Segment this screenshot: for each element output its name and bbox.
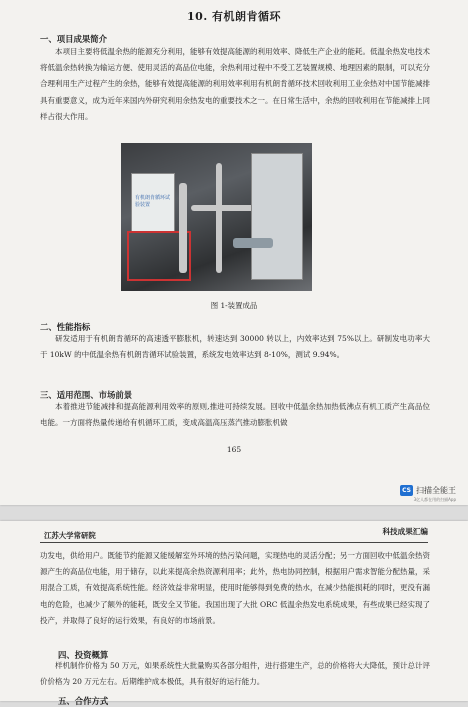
paragraph-continuation: 功发电，供给用户。既能节约能源又能缓解室外环境的热污染问题，实现热电的灵活分配；另一方面回收中低温余热资源产生的高品位电能，用于储存，以此来提高余热资源利用率；此外，热电协同控制，根据用户需求智能分配热量，采用混合工质，有效提高系统性能。经济效益非常明显，使用时能够得到免费的热水，在减少热能损耗的同时，更没有漏电的危险，也减少了额外的能耗，既安全又节能。我国出现了大批 ORC 低温余热发电系统成果，有些成果已经实现了投产，并取得了良好的运行效果，有良好的市场前景。 [40,551,430,625]
figure-caption: 图 1-装置成品 [210,301,258,310]
device-sign-text: 有机朗肯循环试验装置 [135,195,171,208]
watermark [400,485,456,496]
section-heading-summary: 一、项目成果简介 [40,34,107,44]
page-title: 10. 有机朗肯循环 [187,10,281,23]
running-header-right: 科技成果汇编 [382,527,428,536]
section-heading-metrics: 二、性能指标 [40,322,91,332]
section-heading-scope: 三、适用范围、市场前景 [40,390,133,400]
header-divider [40,542,428,543]
watermark-text: 扫描全能王 [416,486,456,495]
document-page-2 [0,521,468,706]
device-sign-board [131,173,175,233]
section-text-summary: 本项目主要将低温余热的能源充分利用，能够有效提高能源的利用效率、降低生产企业的能耗。低温余热发电技术将低温余热转换为输运方便、使用灵活的高品位电能，余热利用过程中不受工艺装置规模、地理因素的限制，可以充分合理利用生产过程产生的余热，能够有效提高能源的利用效率利用有机朗肯循环技术回收利用工业余热对中国节能减排具有重要意义，成为近年来国内外研究利用余热发电的重要技术之一。在日常生活中，余热的回收利用在节能减排上同样占很大作用。 [40,47,430,121]
section-heading-cooperation: 五、合作方式 [58,696,109,706]
section-text-investment: 样机制作价格为 50 万元，如果系统性大批量购买各部分组件，进行搭建生产，总的价格将大大降低，预计总计评价价格为 20 万元左右。后期维护成本极低，具有很好的运行能力。 [40,661,430,687]
device-photo [121,143,312,291]
running-header-left: 江苏大学常研院 [44,531,96,540]
device-pipe [179,183,187,273]
watermark-subtext: 3亿人都在用的扫描App [413,497,456,502]
section-text-scope: 本着推进节能减排和提高能源利用效率的原则,推进可持续发展。回收中低温余热加热低沸点有机工质产生高品位电能。一方面将热量传递给有机循环工质，变成高温高压蒸汽推动膨胀机做 [40,402,430,428]
device-pipe [233,238,273,248]
section-heading-investment: 四、投资概算 [58,650,109,660]
scanner-logo-icon: CS [400,485,413,496]
device-pipe [216,163,222,273]
page-number: 165 [226,445,242,454]
section-text-metrics: 研发适用于有机朗肯循环的高速透平膨胀机，转速达到 30000 转以上，内效率达到 75%以上。研制发电功率大于 10kW 的中低温余热有机朗肯循环试验装置，系统发电效率达到 8-10%，测试 9.94%。 [40,334,430,360]
device-cabinet [251,153,303,280]
